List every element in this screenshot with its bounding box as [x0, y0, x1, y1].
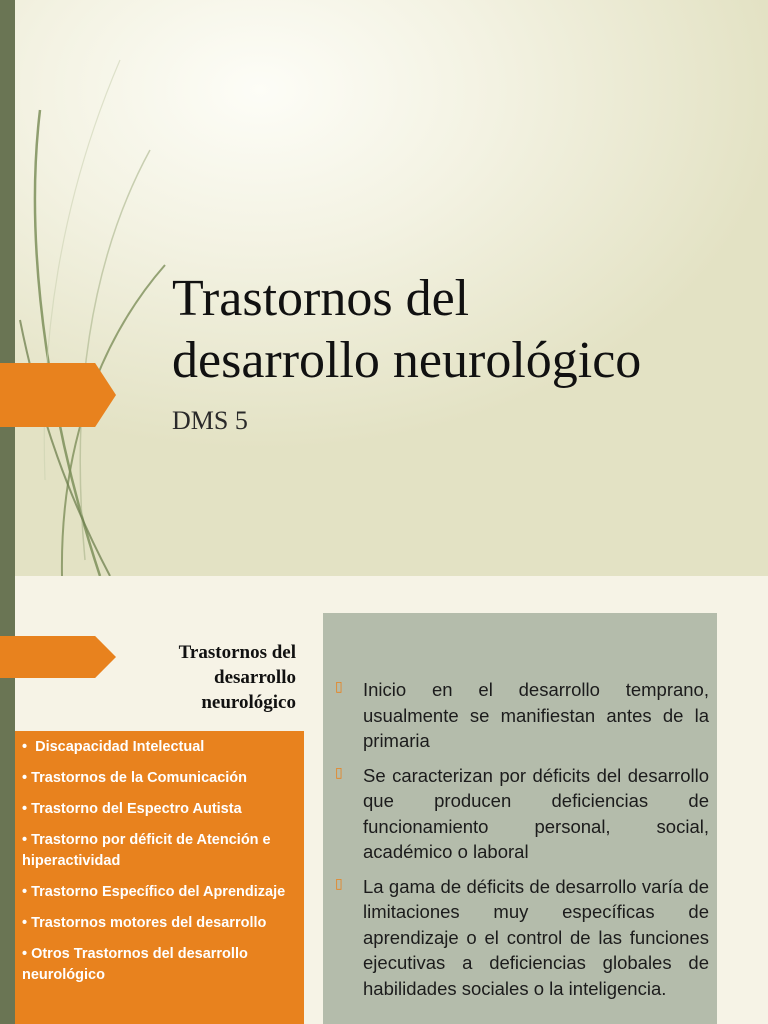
content-slide-title	[96, 640, 296, 715]
decorative-swoosh-lines	[0, 0, 200, 576]
slide-title-line-1: Trastornos del	[172, 270, 470, 327]
content-slide	[0, 576, 768, 1024]
list-item-label: Trastorno por déficit de Atención e hiperactividad	[22, 832, 271, 869]
description-point-text: Se caracterizan por déficits del desarrollo que producen deficiencias de funcionamiento personal, social, académico o laboral	[363, 764, 709, 862]
list-item	[22, 882, 296, 903]
list-bullet: •	[22, 915, 28, 931]
list-bullet: •	[22, 739, 28, 755]
list-item-label: Trastorno del Espectro Autista	[31, 801, 242, 817]
list-item-label: Trastornos motores del desarrollo	[31, 915, 267, 931]
content-title-line-3: neurológico	[201, 692, 296, 713]
list-item-label: Trastornos de la Comunicación	[31, 770, 248, 786]
list-bullet: •	[22, 946, 28, 962]
content-title-line-2: desarrollo	[214, 667, 296, 688]
description-point	[333, 763, 709, 865]
list-bullet: •	[22, 832, 28, 848]
list-item	[22, 913, 296, 934]
list-item	[22, 799, 296, 820]
description-point	[333, 874, 709, 1002]
list-item	[22, 768, 296, 789]
description-point	[333, 677, 709, 754]
box-bullet-icon: ▯	[335, 763, 343, 780]
list-item	[22, 830, 296, 872]
orange-arrow-tab	[0, 363, 116, 427]
list-item-label: Trastorno Específico del Aprendizaje	[31, 884, 286, 900]
description-point-text: La gama de déficits de desarrollo varía de limitaciones muy específicas de aprendizaje o el control de las funciones ejecutivas a deficiencias globales de habilidades sociales o la inteligencia.	[363, 875, 709, 999]
disorder-list	[15, 731, 304, 1024]
box-bullet-icon: ▯	[335, 678, 343, 694]
list-item	[22, 944, 296, 986]
box-bullet-icon: ▯	[335, 874, 343, 891]
list-bullet: •	[22, 801, 28, 817]
list-item-label: Otros Trastornos del desarrollo neurológico	[22, 946, 248, 983]
list-bullet: •	[22, 884, 28, 900]
slide-subtitle: DMS 5	[172, 406, 248, 435]
list-item-label: Discapacidad Intelectual	[31, 739, 205, 755]
description-point-text: Inicio en el desarrollo temprano, usualmente se manifiestan antes de la primaria	[363, 679, 709, 751]
description-panel	[323, 613, 717, 1024]
list-item	[22, 737, 296, 758]
slide-title-line-2: desarrollo neurológico	[172, 332, 642, 389]
content-title-line-1: Trastornos del	[178, 642, 296, 663]
list-bullet: •	[22, 770, 28, 786]
slide-title	[172, 268, 752, 392]
